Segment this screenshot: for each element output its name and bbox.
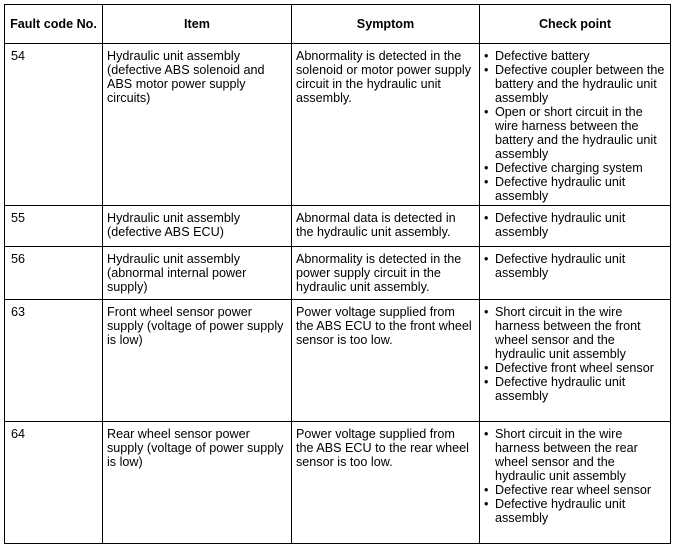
check-point-item: • Defective rear wheel sensor [484,483,666,497]
symptom-cell: Power voltage supplied from the ABS ECU to the front wheel sensor is too low. [292,300,480,422]
check-point-item: • Defective coupler between the battery and the hydraulic unit assembly [484,63,666,105]
check-point-item: • Short circuit in the wire harness between the front wheel sensor and the hydraulic unit assembly [484,305,666,361]
check-point-list [484,49,666,203]
item-cell: Hydraulic unit assembly (abnormal internal power supply) [103,247,292,300]
fault-code-table [4,4,671,544]
table-row [5,422,671,544]
check-point-cell [480,247,671,300]
check-point-list [484,252,666,280]
header-row [5,5,671,44]
table-row [5,300,671,422]
check-point-list [484,305,666,403]
check-point-cell [480,422,671,544]
header-symptom: Symptom [292,5,480,44]
check-point-item: • Defective hydraulic unit assembly [484,211,666,239]
check-point-cell [480,300,671,422]
check-point-item: • Defective front wheel sensor [484,361,666,375]
item-cell: Hydraulic unit assembly (defective ABS solenoid and ABS motor power supply circuits) [103,44,292,206]
fault-code-cell: 56 [5,247,103,300]
fault-code-cell: 64 [5,422,103,544]
check-point-list [484,427,666,525]
header-item: Item [103,5,292,44]
check-point-item: • Defective hydraulic unit assembly [484,497,666,525]
fault-code-cell: 63 [5,300,103,422]
fault-code-cell: 54 [5,44,103,206]
header-check-point: Check point [480,5,671,44]
check-point-item: • Defective charging system [484,161,666,175]
symptom-cell: Abnormality is detected in the power supply circuit in the hydraulic unit assembly. [292,247,480,300]
check-point-item: • Defective hydraulic unit assembly [484,175,666,203]
symptom-cell: Abnormality is detected in the solenoid or motor power supply circuit in the hydraulic unit assembly. [292,44,480,206]
header-fault-code: Fault code No. [5,5,103,44]
symptom-cell: Power voltage supplied from the ABS ECU to the rear wheel sensor is too low. [292,422,480,544]
check-point-item: • Defective hydraulic unit assembly [484,375,666,403]
table-row [5,247,671,300]
check-point-item: • Open or short circuit in the wire harness between the battery and the hydraulic unit assembly [484,105,666,161]
check-point-item: • Defective hydraulic unit assembly [484,252,666,280]
item-cell: Hydraulic unit assembly (defective ABS ECU) [103,206,292,247]
item-cell: Front wheel sensor power supply (voltage of power supply is low) [103,300,292,422]
check-point-item: • Short circuit in the wire harness between the rear wheel sensor and the hydraulic unit assembly [484,427,666,483]
fault-code-cell: 55 [5,206,103,247]
check-point-list [484,211,666,239]
check-point-cell [480,44,671,206]
table-row [5,206,671,247]
item-cell: Rear wheel sensor power supply (voltage of power supply is low) [103,422,292,544]
check-point-item: • Defective battery [484,49,666,63]
table-row [5,44,671,206]
check-point-cell [480,206,671,247]
symptom-cell: Abnormal data is detected in the hydraulic unit assembly. [292,206,480,247]
